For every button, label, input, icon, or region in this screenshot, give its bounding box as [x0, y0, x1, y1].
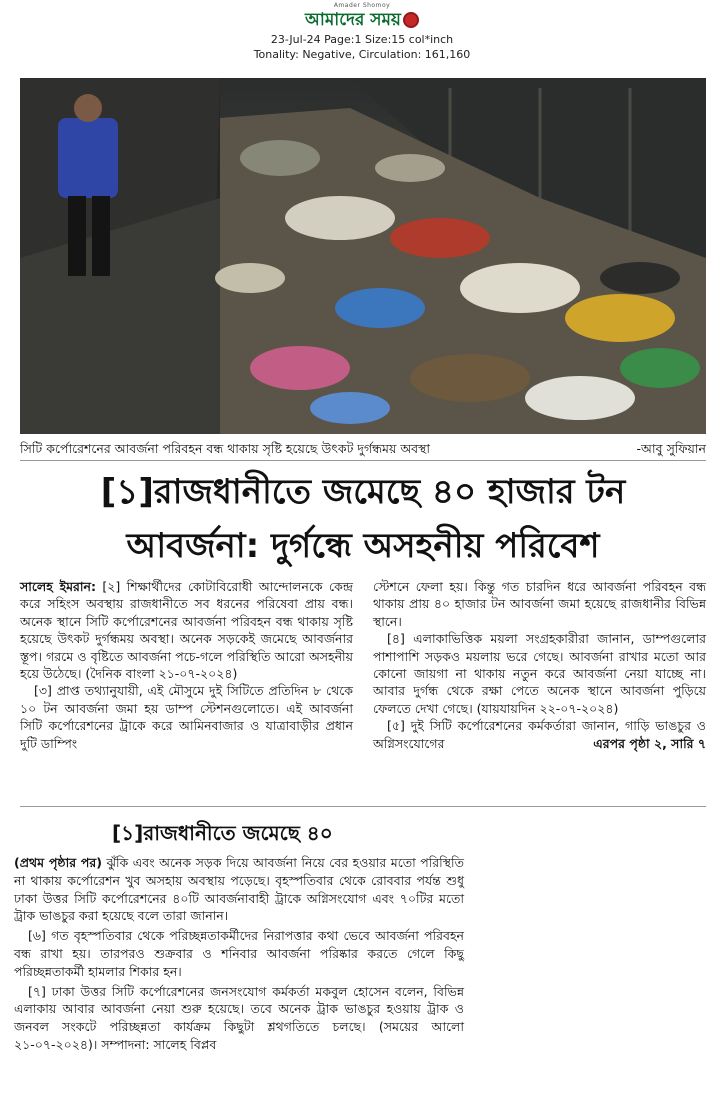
- clip-meta-line1: 23-Jul-24 Page:1 Size:15 col*inch: [270, 33, 454, 46]
- continuation-paragraph-6: [৬] গত বৃহস্পতিবার থেকে পরিচ্ছন্নতাকর্মীদের নিরাপত্তার কথা ভেবে আবর্জনা পরিবহন বন্ধ রাখা হয়। তারপরও শুক্রবার ও শনিবার আবর্জনা পরিষ্কার করতে গেলে কিছু পরিচ্ছন্নতাকর্মী হামলার শিকার হন।: [14, 928, 464, 979]
- photo-credit: -আবু সুফিয়ান: [636, 441, 706, 456]
- newspaper-logo: [305, 10, 419, 30]
- section-divider: [20, 806, 706, 807]
- continuation-tag: (প্রথম পৃষ্ঠার পর): [14, 855, 103, 870]
- paragraph-3: [৩] প্রাপ্ত তথ্যানুযায়ী, এই মৌসুমে দুই সিটিতে প্রতিদিন ৮ থেকে ১০ টন আবর্জনা জমা হয় ডাম্প স্টেশনগুলোতে। এই আবর্জনা সিটি কর্পোরেশনের ট্রাকে করে আমিনবাজার ও যাত্রাবাড়ীর প্রধান দুটি ডাম্পিং: [20, 683, 353, 751]
- article-photo: [20, 78, 706, 434]
- article-column-right: [373, 578, 706, 813]
- logo-seal-icon: [403, 12, 419, 28]
- photo-caption-bar: [20, 438, 706, 461]
- byline: সালেহ ইমরান:: [20, 579, 96, 594]
- masthead: [0, 2, 724, 30]
- continuation-paragraph-1: ঝুঁকি এবং অনেক সড়ক দিয়ে আবর্জনা নিয়ে বের হওয়ার মতো পরিস্থিতি না থাকায় কর্পোরেশন খুব অসহায় অবস্থায় পড়েছে। বৃহস্পতিবার থেকে রোববার পর্যন্ত শুধু ঢাকা উত্তর সিটি কর্পোরেশনের ৪০টি আবর্জনাবাহী ট্রাকে অগ্নিসংযোগ এবং ৭০টির মতো ট্রাক ভাঙচুর করা হয়েছে বলে তারা জানান।: [14, 855, 464, 924]
- jump-line: এরপর পৃষ্ঠা ২, সারি ৭: [593, 735, 706, 751]
- headline-line1: [১]রাজধানীতে জমেছে ৪০ হাজার টন: [100, 472, 626, 512]
- paragraph-5: [৫] দুই সিটি কর্পোরেশনের কর্মকর্তারা জানান, গাড়ি ভাঙচুর ও অগ্নিসংযোগের: [373, 718, 706, 751]
- article-column-left: [20, 578, 353, 813]
- headline-line2: আবর্জনা: দুর্গন্ধে অসহনীয় পরিবেশ: [126, 526, 600, 566]
- continuation-headline: [১]রাজধানীতে জমেছে ৪০: [112, 821, 333, 845]
- paragraph-3-cont: স্টেশনে ফেলা হয়। কিন্তু গত চারদিন ধরে আবর্জনা পরিবহন বন্ধ থাকায় প্রায় ৪০ হাজার টন আবর্জনা জমা হয়েছে রাজধানীর বিভিন্ন স্থানে।: [373, 579, 706, 629]
- clip-meta-line2: Tonality: Negative, Circulation: 161,160: [253, 48, 471, 61]
- paragraph-4: [৪] এলাকাভিত্তিক ময়লা সংগ্রহকারীরা জানান, ডাম্পগুলোর পাশাপাশি সড়কও ময়লায় ভরে গেছে। আবর্জনা রাখার মতো আর কোনো জায়গা না থাকায় নতুন করে আবর্জনা নেয়া যাচ্ছে না। আবার দুর্গন্ধ থেকে রক্ষা পেতে অনেক স্থানে আবর্জনা পুড়িয়ে ফেলতে দেখা গেছে। (যায়যায়দিন ২২-০৭-২০২৪): [373, 631, 706, 716]
- continuation-paragraph-7: [৭] ঢাকা উত্তর সিটি কর্পোরেশনের জনসংযোগ কর্মকর্তা মকবুল হোসেন বলেন, বিভিন্ন এলাকায় আবার আবর্জনা নেয়া শুরু হয়েছে। তবে অনেক ট্রাক ভাঙচুর হওয়ায় ট্রাক ও জনবল সংকটে পরিচ্ছন্নতা কার্যক্রম কিছুটা শ্লথগতিতে চলছে। (সময়ের আলো ২১-০৭-২০২৪)। সম্পাদনা: সালেহ বিপ্লব: [14, 983, 464, 1052]
- photo-caption: সিটি কর্পোরেশনের আবর্জনা পরিবহন বন্ধ থাকায় সৃষ্টি হয়েছে উৎকট দুর্গন্ধময় অবস্থা: [20, 441, 431, 456]
- masthead-small-text: Amader Shomoy: [333, 2, 391, 9]
- garbage-street-illustration-icon: [20, 78, 706, 434]
- paragraph-2: [২] শিক্ষার্থীদের কোটাবিরোধী আন্দোলনকে কেন্দ্র করে সহিংস অবস্থায় রাজধানীতে সব ধরনের পরিষেবা প্রায় বন্ধ। অনেক স্থানে সিটি কর্পোরেশনের আবর্জনা পরিবহন বন্ধ থাকায় সৃষ্টি হয়েছে উৎকট দুর্গন্ধময় অবস্থা। অনেক সড়কেই জমেছে আবর্জনার স্তূপ। গরমে ও বৃষ্টিতে আবর্জনা পচে-গলে পরিস্থিতি আরো অসহনীয় হয়ে উঠেছে। (দৈনিক বাংলা ২১-০৭-২০২৪): [20, 579, 353, 682]
- continuation-body: [14, 854, 464, 1104]
- logo-text-part: আমাদের সময়: [305, 10, 401, 30]
